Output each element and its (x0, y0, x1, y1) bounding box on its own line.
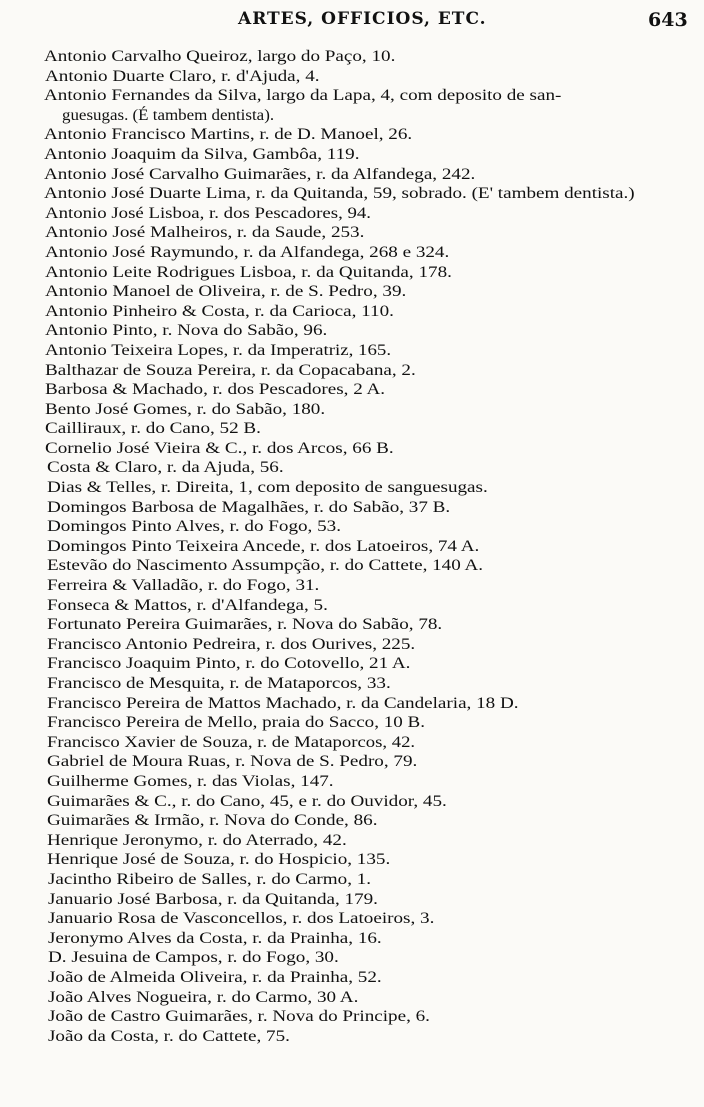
directory-entry (0, 243, 704, 263)
directory-entry (0, 458, 704, 478)
directory-entry (0, 929, 704, 949)
directory-entry (0, 184, 704, 204)
directory-entry (0, 733, 704, 753)
page-header (0, 9, 704, 35)
entry-text: Estevão do Nascimento Assumpção, r. do Cattete, 140 A. (47, 556, 484, 575)
entry-text: Antonio Francisco Martins, r. de D. Manoel, 26. (44, 125, 413, 144)
directory-entry (0, 361, 704, 381)
entry-text: Jacintho Ribeiro de Salles, r. do Carmo, 1. (48, 869, 372, 888)
directory-entry (0, 1027, 704, 1047)
directory-entry (0, 1007, 704, 1027)
entry-text: Dias & Telles, r. Direita, 1, com deposito de sanguesugas. (47, 478, 488, 497)
directory-entry (0, 341, 704, 361)
entry-text: João de Almeida Oliveira, r. da Prainha, 52. (48, 967, 382, 986)
directory-entry (0, 988, 704, 1008)
directory-entry (0, 321, 704, 341)
directory-entry (0, 439, 704, 459)
entry-text: Guimarães & Irmão, r. Nova do Conde, 86. (47, 811, 378, 830)
entry-text: Henrique José de Souza, r. do Hospicio, 135. (47, 850, 391, 869)
directory-entry (0, 576, 704, 596)
directory-entries (0, 47, 704, 1046)
directory-entry (0, 615, 704, 635)
entry-text: Antonio Duarte Claro, r. d'Ajuda, 4. (45, 66, 320, 85)
directory-entry (0, 282, 704, 302)
entry-text: Francisco de Mesquita, r. de Mataporcos, 33. (47, 674, 391, 692)
entry-text: Gabriel de Moura Ruas, r. Nova de S. Pedro, 79. (47, 752, 418, 771)
entry-text: Cornelio José Vieira & C., r. dos Arcos, 66 B. (45, 438, 394, 457)
directory-entry (0, 890, 704, 910)
entry-text: Domingos Pinto Teixeira Ancede, r. dos Latoeiros, 74 A. (47, 536, 480, 555)
entry-text: Cailliraux, r. do Cano, 52 B. (45, 419, 261, 438)
entry-text: Balthazar de Souza Pereira, r. da Copacabana, 2. (45, 360, 416, 379)
entry-text: Francisco Antonio Pedreira, r. dos Ourives, 225. (47, 634, 416, 653)
entry-text: Antonio José Duarte Lima, r. da Quitanda, 59, sobrado. (E' tambem dentista.) (44, 184, 635, 203)
entry-text: Domingos Barbosa de Magalhães, r. do Sabão, 37 B. (47, 497, 451, 516)
entry-text: Francisco Pereira de Mattos Machado, r. da Candelaria, 18 D. (47, 693, 519, 712)
entry-text: Francisco Joaquim Pinto, r. do Cotovello, 21 A. (47, 654, 411, 673)
directory-entry (0, 47, 704, 67)
directory-entry (0, 125, 704, 145)
directory-entry (0, 302, 704, 322)
directory-entry (0, 67, 704, 87)
entry-text: João da Costa, r. do Cattete, 75. (48, 1026, 290, 1045)
running-head: ARTES, OFFICIOS, ETC. (238, 9, 487, 29)
entry-text: D. Jesuina de Campos, r. do Fogo, 30. (48, 948, 339, 967)
entry-text: João de Castro Guimarães, r. Nova do Principe, 6. (48, 1007, 430, 1026)
directory-entry (0, 106, 704, 126)
entry-text: Fonseca & Mattos, r. d'Alfandega, 5. (47, 595, 328, 614)
entry-text: Antonio José Malheiros, r. da Saude, 253. (45, 223, 365, 242)
directory-entry (0, 498, 704, 518)
entry-text: Domingos Pinto Alves, r. do Fogo, 53. (47, 517, 341, 536)
directory-entry (0, 752, 704, 772)
directory-entry (0, 772, 704, 792)
entry-text: Antonio Pinto, r. Nova do Sabão, 96. (45, 321, 328, 340)
entry-text: Francisco Xavier de Souza, r. de Mataporcos, 42. (47, 732, 416, 751)
directory-entry (0, 635, 704, 655)
entry-text: Antonio Leite Rodrigues Lisboa, r. da Quitanda, 178. (45, 262, 452, 281)
entry-text: Bento José Gomes, r. do Sabão, 180. (45, 399, 326, 418)
page-number: 643 (648, 9, 688, 31)
entry-text: Costa & Claro, r. da Ajuda, 56. (47, 458, 284, 477)
entry-text: Francisco Pereira de Mello, praia do Sacco, 10 B. (47, 713, 425, 732)
directory-entry (0, 948, 704, 968)
directory-entry (0, 792, 704, 812)
directory-entry (0, 713, 704, 733)
directory-entry (0, 478, 704, 498)
directory-entry (0, 654, 704, 674)
entry-text: Januario José Barbosa, r. da Quitanda, 179. (48, 889, 378, 908)
directory-entry (0, 86, 704, 106)
directory-entry (0, 556, 704, 576)
entry-text: guesugas. (É tambem dentista). (62, 105, 275, 124)
directory-entry (0, 263, 704, 283)
directory-entry (0, 831, 704, 851)
directory-entry (0, 517, 704, 537)
directory-entry (0, 223, 704, 243)
entry-text: Guilherme Gomes, r. das Violas, 147. (47, 771, 334, 790)
entry-text: Antonio José Raymundo, r. da Alfandega, 268 e 324. (45, 242, 450, 261)
directory-entry (0, 870, 704, 890)
directory-entry (0, 380, 704, 400)
directory-entry (0, 165, 704, 185)
entry-text: Antonio Carvalho Queiroz, largo do Paço, 10. (44, 47, 396, 65)
directory-entry (0, 811, 704, 831)
entry-text: Fortunato Pereira Guimarães, r. Nova do Sabão, 78. (47, 615, 443, 634)
entry-text: Henrique Jeronymo, r. do Aterrado, 42. (47, 830, 347, 849)
entry-text: Ferreira & Valladão, r. do Fogo, 31. (47, 576, 320, 595)
directory-entry (0, 596, 704, 616)
entry-text: Jeronymo Alves da Costa, r. da Prainha, 16. (48, 928, 382, 947)
directory-entry (0, 674, 704, 694)
directory-entry (0, 419, 704, 439)
entry-text: Antonio Joaquim da Silva, Gambôa, 119. (44, 144, 360, 163)
directory-entry (0, 850, 704, 870)
directory-entry (0, 145, 704, 165)
directory-entry (0, 204, 704, 224)
entry-text: Antonio José Carvalho Guimarães, r. da Alfandega, 242. (44, 164, 476, 183)
entry-text: Antonio Pinheiro & Costa, r. da Carioca, 110. (45, 301, 394, 320)
entry-text: Antonio José Lisboa, r. dos Pescadores, 94. (45, 203, 372, 222)
entry-text: Januario Rosa de Vasconcellos, r. dos Latoeiros, 3. (48, 909, 435, 928)
entry-text: Antonio Manoel de Oliveira, r. de S. Pedro, 39. (45, 282, 407, 301)
directory-entry (0, 537, 704, 557)
entry-text: João Alves Nogueira, r. do Carmo, 30 A. (48, 987, 359, 1006)
entry-text: Antonio Fernandes da Silva, largo da Lapa, 4, com deposito de san- (44, 86, 562, 105)
entry-text: Guimarães & C., r. do Cano, 45, e r. do Ouvidor, 45. (47, 791, 447, 810)
directory-entry (0, 400, 704, 420)
entry-text: Barbosa & Machado, r. dos Pescadores, 2 A. (45, 380, 386, 399)
directory-entry (0, 909, 704, 929)
directory-entry (0, 694, 704, 714)
entry-text: Antonio Teixeira Lopes, r. da Imperatriz, 165. (45, 340, 392, 359)
directory-entry (0, 968, 704, 988)
